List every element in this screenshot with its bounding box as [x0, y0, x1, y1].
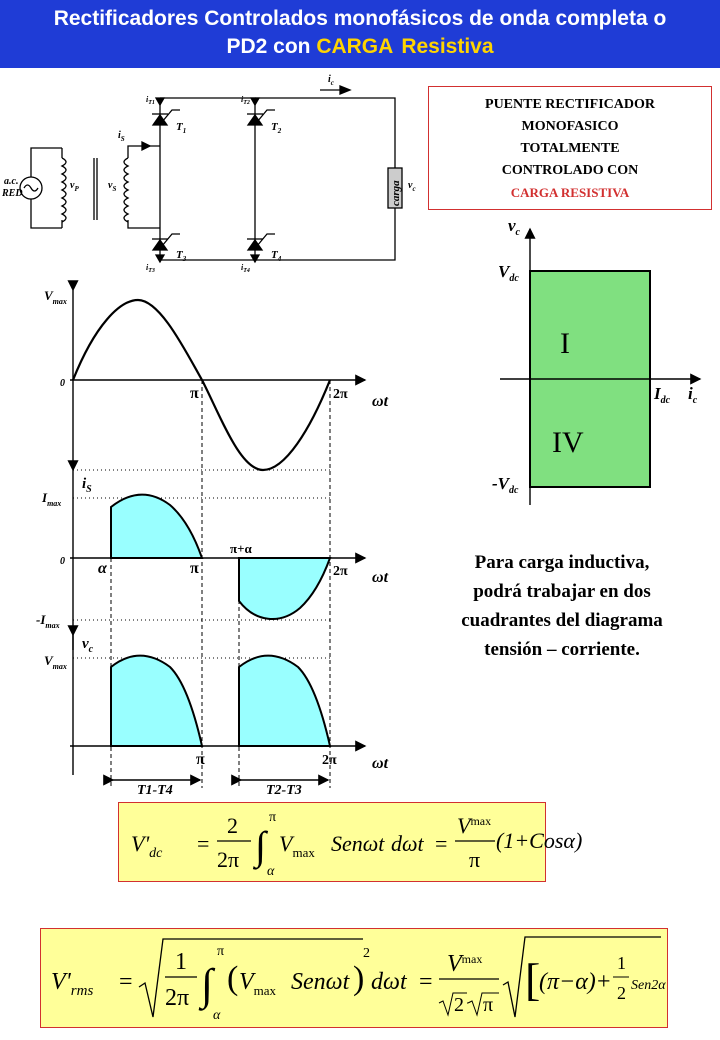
vrms-half-num: 1: [617, 953, 626, 973]
is-positive-lobe: [111, 495, 202, 558]
is-negative-lobe: [239, 558, 330, 619]
vrms-upper: π: [217, 944, 225, 959]
pi-label-2: π: [190, 560, 199, 577]
vrms-lower: α: [213, 1008, 221, 1023]
vrms-equation: [41, 929, 667, 1027]
pi-alpha-label: π+α: [230, 541, 252, 556]
quadrant-vdc-label: $V_{dc}$: [498, 262, 519, 284]
t1-label: $T_1$: [176, 121, 187, 135]
quadrant-diagram: [480, 215, 715, 515]
two-pi-label-3: 2π: [322, 753, 337, 768]
wt-label-1: ωt: [372, 393, 389, 410]
it4-label: $i_{T4}$: [241, 263, 250, 274]
vrms-equation-box: [40, 928, 668, 1028]
vrms-sqrt2: 2: [454, 994, 464, 1016]
vdc-lhs: $V'_{dc}$: [131, 831, 163, 861]
title-line-2-prefix: PD2 con: [226, 35, 317, 58]
t3-label: $T_3$: [176, 249, 187, 263]
vdc-two: 2: [227, 813, 238, 838]
it1-label: $i_{T1}$: [146, 95, 155, 106]
title-bar: [0, 0, 720, 68]
vdc-dwt: dωt: [391, 831, 424, 856]
svg-text:): ): [353, 960, 365, 997]
vs-label: $v_S$: [108, 180, 117, 193]
vrms-plus: +: [597, 969, 611, 995]
quadrant-neg-vdc-label: $-V_{dc}$: [492, 474, 519, 496]
vrms-frac-vmax: $V^{max}$: [447, 951, 483, 977]
vrms-sen: Senωt: [291, 969, 350, 995]
vc-label: $v_c$: [408, 180, 416, 193]
vrms-sen2a: Sen2α: [631, 978, 666, 993]
wt-label-3: ωt: [372, 755, 389, 772]
vdc-lower: α: [267, 864, 275, 879]
title-line-2: [0, 33, 720, 61]
svg-text:∫: ∫: [201, 960, 214, 1009]
quadrant-vc-label: $v_c$: [508, 216, 520, 238]
vrms-two-pi: 2π: [165, 985, 190, 1011]
neg-imax-label: $-I_{max}$: [36, 612, 60, 630]
title-line-1: Rectificadores Controlados monofásicos de onda completa o: [53, 7, 667, 30]
interval-label-1: T1-T4: [137, 783, 173, 798]
wt-label-2: ωt: [372, 569, 389, 586]
vdc-upper: π: [269, 810, 277, 825]
vrms-dwt: dωt: [371, 969, 407, 995]
title-accent-1: CARGA: [316, 35, 394, 58]
vmax-label-1: $V_{max}$: [44, 288, 67, 306]
vp-label: $v_P$: [70, 180, 79, 193]
waveform-diagram: [0, 270, 410, 800]
vmax-label-3: $V_{max}$: [44, 653, 67, 671]
vdc-equation-box: [118, 802, 546, 882]
vrms-sqrt-pi: π: [483, 994, 494, 1016]
source-label-2: RED: [2, 188, 23, 199]
inductive-load-note: [414, 548, 710, 664]
t4-label: $T_4$: [271, 249, 282, 263]
it2-label: $i_{T2}$: [241, 95, 250, 106]
quadrant-i-label: I: [560, 327, 570, 360]
vdc-equation: [119, 803, 545, 881]
note-line-1: Para carga inductiva,: [474, 552, 650, 573]
info-line-3: TOTALMENTE: [520, 141, 620, 156]
bridge-info-box: [428, 86, 712, 210]
info-line-4: CONTROLADO CON: [501, 163, 639, 178]
it3-label: $i_{T3}$: [146, 263, 155, 274]
info-line-5: CARGA RESISTIVA: [510, 185, 630, 200]
zero-label-2: 0: [60, 556, 65, 567]
vc-axis-label: $v_c$: [82, 636, 94, 655]
note-line-3: cuadrantes del diagrama: [461, 610, 663, 631]
svg-text:=: =: [419, 969, 433, 995]
quadrant-idc-label: $I_{dc}$: [654, 384, 671, 406]
vdc-frac-vmax: $V^{max}$: [457, 813, 492, 838]
ic-label: $i_c$: [328, 74, 334, 87]
vc-lobe-1: [111, 656, 202, 746]
load-label: carga: [390, 180, 402, 206]
svg-text:∫: ∫: [255, 823, 266, 868]
vrms-one: 1: [175, 949, 187, 975]
zero-label-1: 0: [60, 378, 65, 389]
two-pi-label-1: 2π: [333, 387, 348, 402]
vdc-sen: Senωt: [331, 831, 385, 856]
svg-text:=: =: [119, 969, 133, 995]
vc-lobe-2: [239, 656, 330, 746]
is-label: $i_S$: [118, 130, 125, 143]
note-line-4: tensión – corriente.: [484, 639, 640, 660]
vrms-lhs: $V'_{rms}$: [51, 969, 94, 999]
t2-label: $T_2$: [271, 121, 282, 135]
interval-label-2: T2-T3: [266, 783, 302, 798]
vrms-pi-minus-alpha: (π−α): [539, 969, 596, 995]
vdc-cos-term: (1+Cosα): [496, 828, 583, 853]
title-accent-2: Resistiva: [401, 35, 494, 58]
vrms-vmax: $V_{max}$: [239, 969, 277, 998]
info-line-1: PUENTE RECTIFICADOR: [485, 97, 655, 112]
vrms-exponent: 2: [363, 946, 370, 961]
pi-label-1: π: [190, 385, 199, 402]
bridge-circuit: [0, 70, 430, 280]
is-axis-label: $i_S$: [82, 476, 92, 495]
source-label: a.c.: [4, 176, 19, 187]
vrms-half-den: 2: [617, 983, 626, 1003]
svg-text:[: [: [525, 954, 541, 1005]
alpha-label: α: [98, 560, 107, 577]
note-line-2: podrá trabajar en dos: [473, 581, 651, 602]
vdc-vmax: $V_{max}$: [279, 831, 315, 860]
pi-label-3: π: [196, 751, 205, 768]
info-line-2: MONOFASICO: [521, 119, 619, 134]
svg-text:=: =: [435, 831, 448, 856]
two-pi-label-2: 2π: [333, 564, 348, 579]
quadrant-iv-label: IV: [552, 426, 584, 459]
imax-label: $I_{max}$: [42, 490, 62, 508]
svg-text:=: =: [197, 831, 210, 856]
vdc-frac-pi: π: [469, 847, 481, 872]
vdc-two-pi: 2π: [217, 847, 240, 872]
svg-text:(: (: [227, 960, 239, 997]
quadrant-ic-label: $i_c$: [688, 384, 698, 406]
